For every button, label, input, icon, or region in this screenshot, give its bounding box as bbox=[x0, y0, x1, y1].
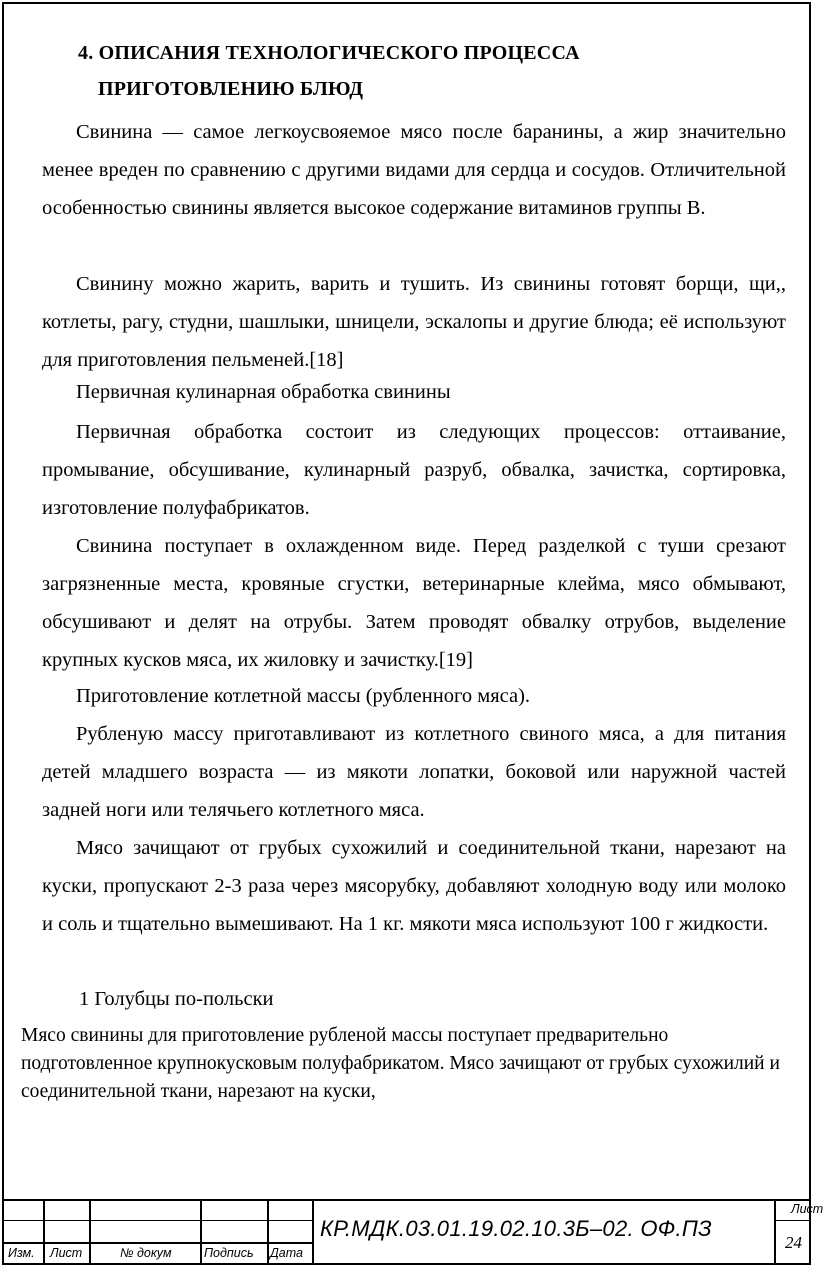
stamp-col-line bbox=[89, 1199, 91, 1265]
recipe-title: 1 Голубцы по-польски bbox=[79, 988, 274, 1010]
section-heading-line-2: ПРИГОТОВЛЕНИЮ БЛЮД bbox=[98, 78, 364, 100]
paragraph-meat-preparation: Мясо зачищают от грубых сухожилий и соединительной ткани, нарезают на куски, пропускают 2-3 раза через мясорубку, добавляют холодную воду или молоко и соль и тщательно вымешивают. На 1 кг. мякоти мяса используют 100 г жидкости. bbox=[42, 837, 786, 935]
stamp-col-line bbox=[200, 1199, 202, 1265]
stamp-col-line bbox=[774, 1199, 776, 1265]
stamp-row-line bbox=[2, 1220, 312, 1221]
paragraph-primary-processing: Первичная обработка состоит из следующих процессов: оттаивание, промывание, обсушивание, кулинарный разруб, обвалка, зачистка, сортировка, изготовление полуфабрикатов. bbox=[42, 421, 786, 519]
stamp-top-border bbox=[2, 1199, 809, 1201]
stamp-col-line bbox=[267, 1199, 269, 1265]
stamp-col-line bbox=[312, 1199, 314, 1265]
paragraph-primary-processing-title: Первичная кулинарная обработка свинины bbox=[76, 381, 451, 403]
sheet-cell-line bbox=[774, 1220, 811, 1221]
paragraph-pork-dishes: Свинину можно жарить, варить и тушить. Из свинины готовят борщи, щи,, котлеты, рагу, студни, шашлыки, шницели, эскалопы и другие блюда; её используют для приготовления пельменей.[18] bbox=[42, 273, 786, 371]
stamp-row-line bbox=[2, 1242, 312, 1244]
paragraph-pork-intro: Свинина — самое легкоусвояемое мясо после баранины, а жир значительно менее вреден по сравнению с другими видами для сердца и сосудов. Отличительной особенностью свинины является высокое содержание витаминов группы В. bbox=[42, 121, 786, 219]
stamp-label-izm: Изм. bbox=[8, 1246, 35, 1260]
stamp-col-line bbox=[43, 1199, 45, 1265]
stamp-label-date: Дата bbox=[270, 1246, 303, 1260]
section-heading-line-1: 4. ОПИСАНИЯ ТЕХНОЛОГИЧЕСКОГО ПРОЦЕССА bbox=[78, 42, 580, 64]
sheet-label: Лист bbox=[791, 1202, 823, 1216]
title-block-stamp bbox=[2, 1199, 823, 1265]
stamp-label-list: Лист bbox=[50, 1246, 83, 1260]
stamp-label-signature: Подпись bbox=[204, 1246, 254, 1260]
sheet-number: 24 bbox=[785, 1233, 802, 1252]
paragraph-minced-meat: Рубленую массу приготавливают из котлетного свиного мяса, а для питания детей младшего возраста — из мякоти лопатки, боковой или наружной частей задней ноги или телячьего котлетного мяса. bbox=[42, 723, 786, 821]
paragraph-minced-meat-title: Приготовление котлетной массы (рубленного мяса). bbox=[76, 685, 531, 707]
stamp-label-doc-num: № докум bbox=[120, 1246, 172, 1260]
paragraph-plain-text: Мясо свинины для приготовление рубленой массы поступает предварительно подготовленное крупнокусковым полуфабрикатом. Мясо зачищают от грубых сухожилий и соединительной ткани, нарезают на куски, bbox=[21, 1025, 780, 1102]
paragraph-carcass-cutting: Свинина поступает в охлажденном виде. Перед разделкой с туши срезают загрязненные места, кровяные сгустки, ветеринарные клейма, мясо обмывают, обсушивают и делят на отрубы. Затем проводят обвалку отрубов, выделение крупных кусков мяса, их жиловку и зачистку.[19] bbox=[42, 535, 786, 671]
document-code: КР.МДК.03.01.19.02.10.3Б–02. ОФ.ПЗ bbox=[320, 1216, 712, 1241]
